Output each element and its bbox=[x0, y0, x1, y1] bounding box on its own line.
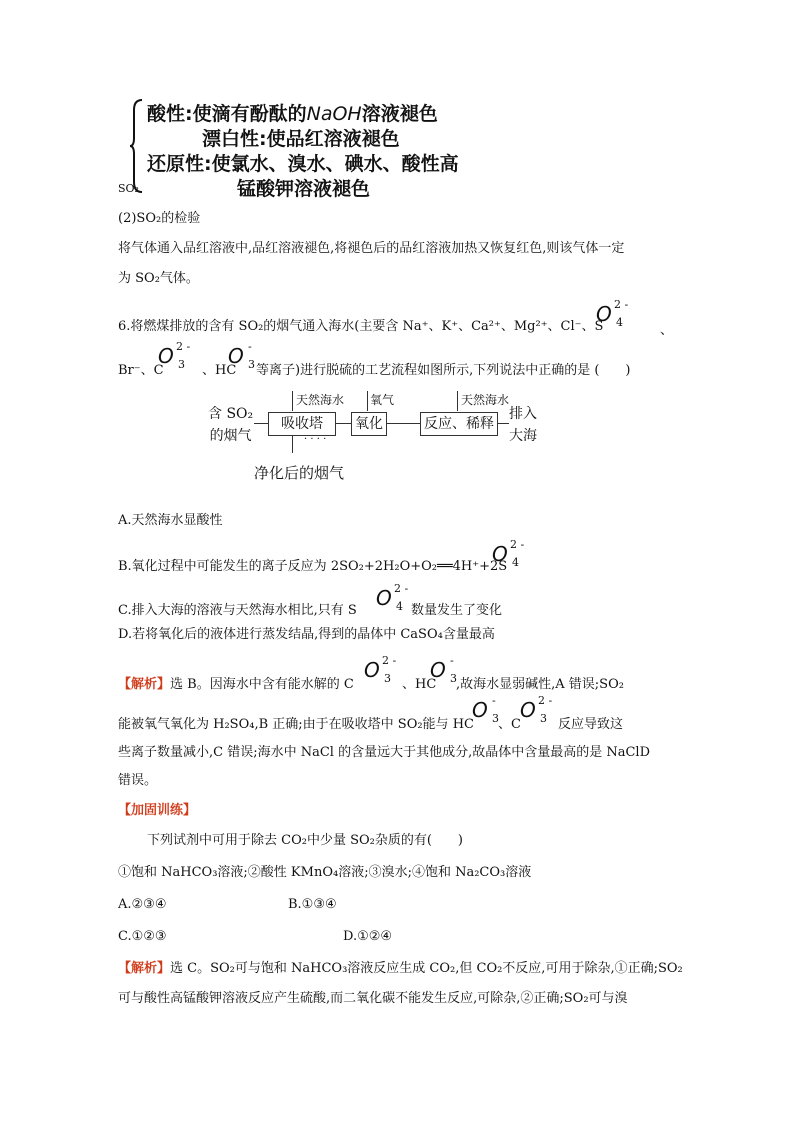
q6-stem-line2c: 等离子)进行脱硫的工艺流程如图所示,下列说法中正确的是 ( ) bbox=[256, 363, 631, 378]
q6-option-a: A.天然海水显酸性 bbox=[118, 513, 223, 528]
reinforce-analysis-line2: 可与酸性高锰酸钾溶液反应产生硫酸,而二氧化碳不能发生反应,可除杂,②正确;SO₂可与溴 bbox=[118, 991, 628, 1006]
flow-arrow-1 bbox=[254, 423, 268, 424]
section-heading: (2)SO₂的检验 bbox=[118, 211, 201, 226]
reinforce-question: 下列试剂中可用于除去 CO₂中少量 SO₂杂质的有( ) bbox=[147, 833, 463, 848]
flow-top-label-1: 天然海水 bbox=[296, 393, 345, 407]
naoh-formula: NaOH bbox=[306, 103, 362, 125]
so2-acid-line: 酸性:使滴有酚酞的NaOH溶液褪色 bbox=[147, 103, 438, 125]
ion-hco3: O - 3 bbox=[228, 340, 255, 371]
q6-option-c-b: 数量发生了变化 bbox=[411, 603, 503, 618]
reinforce-option-d: D.①②④ bbox=[343, 929, 393, 944]
so2-reduce-line-cont: 锰酸钾溶液褪色 bbox=[237, 178, 371, 200]
q6-option-b: B.氧化过程中可能发生的离子反应为 2SO₂+2H₂O+O₂══4H⁺+2S bbox=[118, 559, 508, 574]
ion-hco3-ana2: O - 3 bbox=[472, 694, 499, 725]
ion-co3-ana: O 2 - 3 bbox=[364, 654, 397, 685]
section-paragraph-line2: 为 SO₂气体。 bbox=[118, 271, 199, 286]
reinforce-reagents: ①饱和 NaHCO₃溶液;②酸性 KMnO₄溶液;③溴水;④饱和 Na₂CO₃溶液 bbox=[118, 865, 532, 880]
analysis-line2-b: 、C bbox=[498, 717, 521, 732]
reinforce-analysis-line1: 【解析】选 C。SO₂可与饱和 NaHCO₃溶液反应生成 CO₂,但 CO₂不反应,可用于除杂,①正确;SO₂ bbox=[118, 961, 683, 976]
ion-co3: O 2 - 3 bbox=[158, 340, 191, 371]
flow-top-label-3: 天然海水 bbox=[461, 393, 510, 407]
analysis-line2-a: 能被氧气氧化为 H₂SO₄,B 正确;由于在吸收塔中 SO₂能与 HC bbox=[118, 717, 474, 732]
analysis-tag: 【解析】 bbox=[118, 677, 171, 692]
q6-option-c-a: C.排入大海的溶液与天然海水相比,只有 S bbox=[118, 603, 357, 618]
analysis-line2-c: 反应导致这 bbox=[558, 717, 624, 732]
flow-arrow-2 bbox=[335, 423, 351, 424]
flow-arrow-3 bbox=[386, 423, 420, 424]
flow-bottom-line bbox=[292, 435, 293, 453]
flow-bottom-label: 净化后的烟气 bbox=[254, 464, 345, 482]
flow-input-label: 含 SO₂ 的烟气 bbox=[208, 406, 254, 444]
flow-top-arrow-1 bbox=[292, 391, 293, 411]
analysis-line3: 些离子数量减小,C 错误;海水中 NaCl 的含量远大于其他成分,故晶体中含量最高的是 NaClD bbox=[118, 745, 651, 760]
analysis-line4: 错误。 bbox=[118, 773, 158, 788]
so2-bleach-line: 漂白性:使品红溶液褪色 bbox=[202, 128, 400, 150]
ion-co3-ana2: O 2 - 3 bbox=[520, 694, 553, 725]
flow-top-label-2: 氧气 bbox=[370, 393, 395, 407]
q6-option-d: D.若将氧化后的液体进行蒸发结晶,得到的晶体中 CaSO₄含量最高 bbox=[118, 627, 495, 642]
reinforce-option-c: C.①②③ bbox=[118, 929, 167, 944]
q6-stem-line1-tail: 、 bbox=[660, 323, 674, 338]
flow-top-arrow-3 bbox=[457, 391, 458, 411]
flow-dots: · · · · bbox=[304, 434, 327, 445]
ion-so4-c: O 2 - 4 bbox=[376, 582, 409, 613]
ion-so4-b: O 2 - 4 bbox=[492, 538, 525, 569]
reinforce-option-a: A.②③④ bbox=[118, 897, 167, 912]
analysis-line1-b: 、HC bbox=[402, 677, 437, 692]
q6-stem-line2b: 、HC bbox=[202, 363, 237, 378]
flow-box-react-dilute: 反应、稀释 bbox=[420, 412, 498, 436]
ion-so4: O 2 - 4 bbox=[596, 298, 629, 329]
flow-box-absorber: 吸收塔 bbox=[268, 412, 336, 436]
q6-stem-line2a: Br⁻、C bbox=[118, 363, 164, 378]
so2-reduce-line: 还原性:使氯水、溴水、碘水、酸性高 bbox=[147, 153, 459, 175]
reinforce-option-b: B.①③④ bbox=[288, 897, 337, 912]
ion-hco3-ana: O - 3 bbox=[430, 654, 457, 685]
so2-brace bbox=[130, 98, 144, 194]
analysis-line1-c: ,故海水显弱碱性,A 错误;SO₂ bbox=[456, 677, 624, 692]
reinforce-analysis-tag: 【解析】 bbox=[118, 961, 171, 976]
q6-stem-line1: 6.将燃煤排放的含有 SO₂的烟气通入海水(主要含 Na⁺、K⁺、Ca²⁺、Mg²⁺、Cl⁻、S bbox=[118, 319, 604, 334]
section-paragraph-line1: 将气体通入品红溶液中,品红溶液褪色,将褪色后的品红溶液加热又恢复红色,则该气体一定 bbox=[118, 241, 625, 256]
flow-top-arrow-2 bbox=[367, 391, 368, 411]
flow-arrow-4 bbox=[497, 423, 509, 424]
reinforce-tag: 【加固训练】 bbox=[118, 803, 197, 818]
analysis-line1: 【解析】选 B。因海水中含有能水解的 C bbox=[118, 677, 354, 692]
flow-output-label: 排入 大海 bbox=[509, 406, 537, 444]
so2-label: SO₂ bbox=[118, 182, 139, 195]
flow-box-oxidation: 氧化 bbox=[351, 412, 387, 436]
